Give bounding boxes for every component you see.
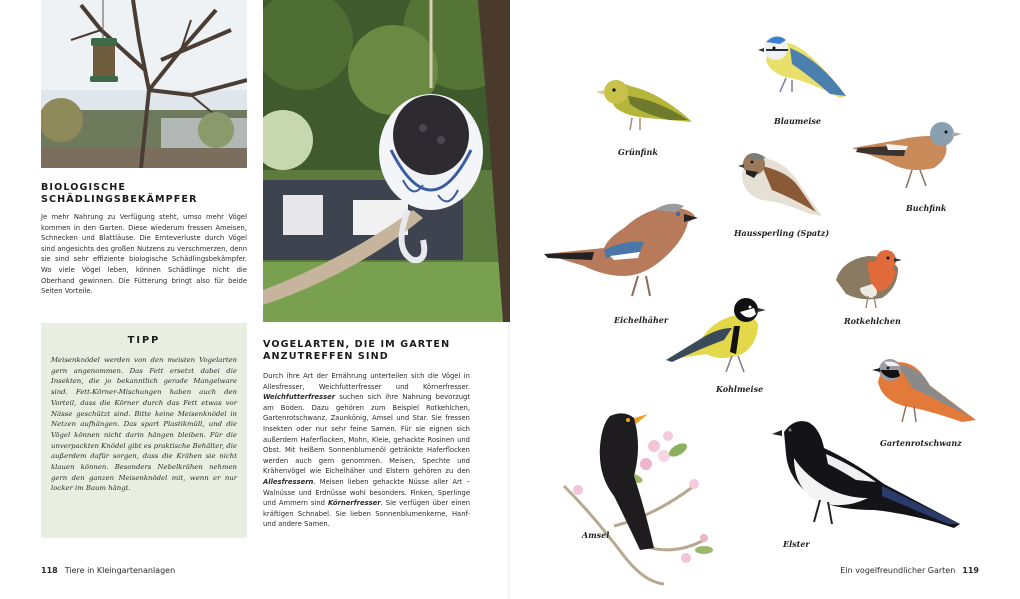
greenfinch-illustration	[588, 70, 698, 140]
blue-tit-label: Blaumeise	[774, 116, 821, 126]
term-allesfresser: Allesfressern	[263, 477, 314, 486]
blue-tit-illustration	[750, 30, 855, 105]
magpie-label: Elster	[783, 539, 810, 549]
bird-species-title: VOGELARTEN, DIE IM GARTEN ANZUTREFFEN SIND	[263, 339, 451, 362]
page-number-left: 118	[41, 566, 58, 575]
robin-label: Rotkehlchen	[844, 316, 901, 326]
great-tit-label: Kohlmeise	[716, 384, 764, 394]
page-number-right: 119	[962, 566, 979, 575]
bird-species-text-part-2: suchen sich ihre Nahrung bevorzugt am Boden. Dazu gehören zum Beispiel Rotkehlchen, Gartenrotschwanz, Zaunkönig, Amsel und Star. Sie fressen Insekten oder nur sehr feine Samen. Für sie eignen sich außerdem Haferflocken, Mohn, Kleie, gehackte Rosinen und Obst. Mit heißem Sonnenblumenöl getränkte Haferflocken werden auch gern genommen. Meisen, Spechte und Krähenvögel wie Eichelhäher und Elstern gehören zu den	[263, 393, 470, 476]
tip-box	[41, 323, 247, 538]
bio-section-title: BIOLOGISCHE SCHÄDLINGSBEKÄMPFER	[41, 182, 198, 205]
redstart-label: Gartenrotschwanz	[880, 438, 962, 448]
bird-species-text-part-4: . Sie verfügen über einen kräftigen Schnabel. Sie lieben Sonnenblumenkerne, Hanf- und andere Samen.	[263, 499, 471, 529]
house-sparrow-illustration	[732, 146, 827, 221]
robin-illustration	[832, 240, 907, 312]
chaffinch-illustration	[848, 116, 968, 196]
tip-text: Meisenknödel werden von den meisten Vogelarten gern angenommen. Das Fett ersetzt dabei die Insekten, die jo bekanntlich gerade Mangelware sind. Fett-Körner-Mischungen haben auch den Vorteil, dass die Körner durch das Fett etwas vor Nässe geschützt sind. Bitte keine Meisenknödel in Netzen aufhängen. Das spart Plastikmüll, und die Vögel können nicht darin hängen bleiben. Für die unverpackten Knödel gibt es praktische Behälter, die außerdem dafür sorgen, dass die Krähen sie nicht klauen können. Besonders Nebelkrähen nehmen gern den ganzen Meisenknödel mit, wenn er nur locker im Baum hängt.	[51, 356, 237, 493]
jay-illustration	[544, 196, 699, 306]
bird-species-text-part-1: Durch ihre Art der Ernährung unterteilen sich die Vögel in Allesfresser, Weichfutterfresser und Körnerfresser.	[263, 372, 470, 391]
footer-right	[840, 566, 979, 575]
photo-bird-feeder	[41, 0, 247, 168]
greenfinch-label: Grünfink	[618, 147, 658, 157]
right-page	[510, 0, 1020, 599]
running-title-left: Tiere in Kleingartenanlagen	[64, 566, 176, 575]
term-weichfutterfresser: Weichfutterfresser	[263, 393, 336, 402]
bio-section-text: Je mehr Nahrung zu Verfügung steht, umso mehr Vögel kommen in den Garten. Diese wiederum fressen Ameisen, Schnecken und Blattläuse. Die Ernteverluste durch Vögel sind angesichts des großen Nutzens zu verschmerzen, denn sie sind sehr effiziente biologische Schädlingsbekämpfer. Wo viele Vögel leben, können Schädlinge nicht die Oberhand gewinnen. Die Fütterung bringt also für beide Seiten Vorteile.	[41, 213, 247, 296]
jay-label: Eichelhäher	[614, 315, 669, 325]
term-koernerfresser: Körnerfresser	[327, 499, 381, 508]
chaffinch-label: Buchfink	[906, 203, 947, 213]
blackbird-label: Amsel	[582, 530, 610, 540]
photo-teacup-feeder-image	[263, 0, 510, 322]
blackbird-illustration	[554, 406, 729, 586]
photo-bird-feeder-image	[41, 0, 247, 168]
bird-species-text-part-3: . Meisen lieben gehackte Nüsse aller Art – Walnüsse und Erdnüsse wohl besonders. Finken, Sperlinge und Ammern sind	[263, 477, 470, 508]
photo-teacup-feeder	[263, 0, 510, 322]
great-tit-illustration	[662, 292, 772, 377]
footer-left	[41, 566, 175, 575]
magpie-illustration	[764, 414, 964, 534]
bird-species-text	[263, 371, 470, 530]
tip-title: TIPP	[127, 335, 161, 346]
running-title-right: Ein vogelfreundlicher Garten	[840, 566, 956, 575]
house-sparrow-label: Haussperling (Spatz)	[734, 228, 830, 238]
